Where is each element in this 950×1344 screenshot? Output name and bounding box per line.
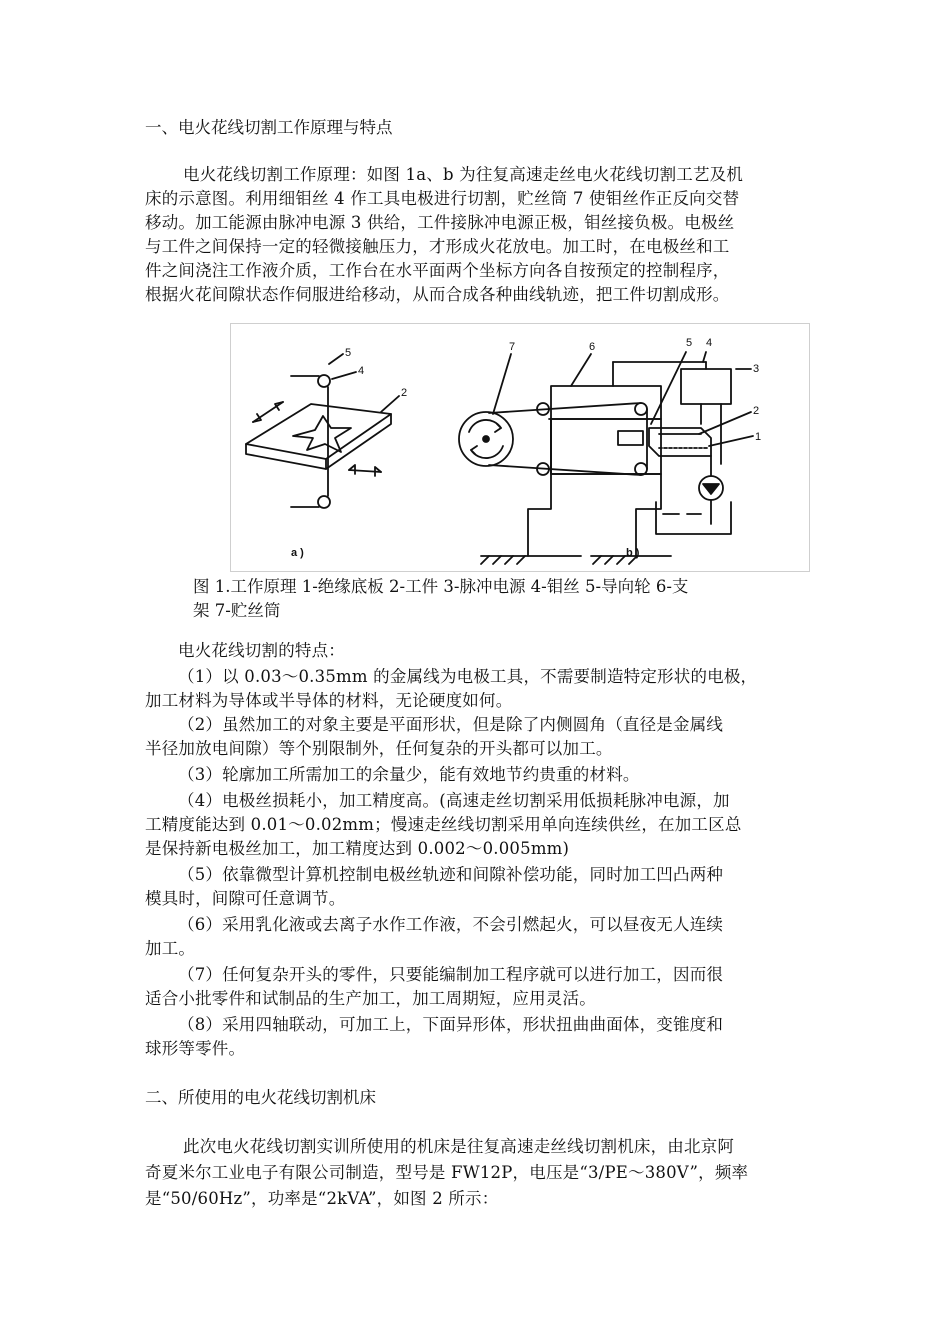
figure-1-working-principle: [230, 323, 810, 572]
figure-caption-line-1: 图 1.工作原理 1-绝缘底板 2-工件 3-脉冲电源 4-钼丝 5-导向轮 6-支: [193, 577, 689, 596]
label-4-b: 4: [706, 337, 713, 349]
label-1-b: 1: [755, 431, 762, 443]
feature-line: （7）任何复杂开头的零件，只要能编制加工程序就可以进行加工，因而很: [178, 965, 724, 984]
feature-line: 球形等零件。: [145, 1039, 246, 1058]
section1-heading: 一、电火花线切割工作原理与特点: [145, 118, 393, 137]
paragraph-line: 此次电火花线切割实训所使用的机床是往复高速走丝线切割机床，由北京阿: [183, 1137, 735, 1156]
feature-line: （2）虽然加工的对象主要是平面形状，但是除了内侧圆角（直径是金属线: [178, 715, 724, 734]
feature-line: （8）采用四轴联动，可加工上，下面异形体，形状扭曲曲面体，变锥度和: [178, 1015, 724, 1034]
label-4-a: 4: [358, 365, 365, 377]
paragraph-line: 电火花线切割工作原理：如图 1a、b 为往复高速走丝电火花线切割工艺及机: [183, 165, 744, 184]
label-2-b: 2: [753, 405, 760, 417]
label-2-a: 2: [401, 387, 408, 399]
feature-line: （5）依靠微型计算机控制电极丝轨迹和间隙补偿功能，同时加工凹凸两种: [178, 865, 724, 884]
figure-1-diagram: [231, 324, 809, 571]
panel-b-label: b ): [626, 547, 640, 559]
motion-arrow: [253, 402, 283, 422]
feature-line: 加工。: [145, 939, 196, 958]
feature-line: （6）采用乳化液或去离子水作工作液，不会引燃起火，可以昼夜无人连续: [178, 915, 724, 934]
feature-line: 加工材料为导体或半导体的材料，无论硬度如何。: [145, 691, 513, 710]
fluid-tank: [656, 502, 731, 534]
guide-wheel-bottom: [318, 496, 330, 508]
paragraph-line: 与工件之间保持一定的轻微接触压力，才形成火花放电。加工时，在电极丝和工: [145, 237, 730, 256]
feature-line: 模具时，间隙可任意调节。: [145, 889, 346, 908]
feature-line: （3）轮廓加工所需加工的余量少，能有效地节约贵重的材料。: [178, 765, 640, 784]
feature-line: 是保持新电极丝加工，加工精度达到 0.002～0.005mm): [145, 839, 570, 858]
paragraph-line: 床的示意图。利用细钼丝 4 作工具电极进行切割，贮丝筒 7 使钼丝作正反向交替: [145, 189, 740, 208]
pulse-power-box: [681, 369, 731, 404]
paragraph-line: 根据火花间隙状态作伺服进给移动，从而合成各种曲线轨迹，把工件切割成形。: [145, 285, 730, 304]
panel-a-label: a ): [291, 547, 304, 559]
section2-heading: 二、所使用的电火花线切割机床: [145, 1088, 376, 1107]
figure-caption-line-2: 架 7-贮丝筒: [193, 601, 281, 620]
motion-arrow: [349, 470, 381, 472]
star-cutout: [293, 416, 351, 452]
panel-b-diagram: [459, 352, 753, 564]
guide-wheel-top: [318, 375, 330, 387]
label-6-b: 6: [589, 341, 596, 353]
paragraph-line: 是“50/60Hz”，功率是“2kVA”，如图 2 所示：: [145, 1189, 499, 1208]
feature-line: （4）电极丝损耗小，加工精度高。(高速走丝切割采用低损耗脉冲电源，加: [178, 791, 730, 810]
label-3-b: 3: [753, 363, 760, 375]
label-5-a: 5: [345, 347, 352, 359]
paragraph-line: 移动。加工能源由脉冲电源 3 供给，工件接脉冲电源正极，钼丝接负极。电极丝: [145, 213, 735, 232]
features-intro: 电火花线切割的特点：: [178, 641, 345, 660]
feature-line: （1）以 0.03～0.35mm 的金属线为电极工具，不需要制造特定形状的电极，: [178, 667, 758, 686]
feature-line: 半径加放电间隙）等个别限制外，任何复杂的开头都可以加工。: [145, 739, 613, 758]
panel-a-diagram: [246, 354, 399, 508]
paragraph-line: 奇夏米尔工业电子有限公司制造，型号是 FW12P，电压是“3/PE～380V”，频率: [145, 1163, 749, 1182]
paragraph-line: 件之间浇注工作液介质，工作台在水平面两个坐标方向各自按预定的控制程序，: [145, 261, 730, 280]
feature-line: 适合小批零件和试制品的生产加工，加工周期短，应用灵活。: [145, 989, 596, 1008]
label-7-b: 7: [509, 341, 516, 353]
feature-line: 工精度能达到 0.01～0.02mm；慢速走丝线切割采用单向连续供丝，在加工区总: [145, 815, 742, 834]
label-5-b: 5: [686, 337, 693, 349]
